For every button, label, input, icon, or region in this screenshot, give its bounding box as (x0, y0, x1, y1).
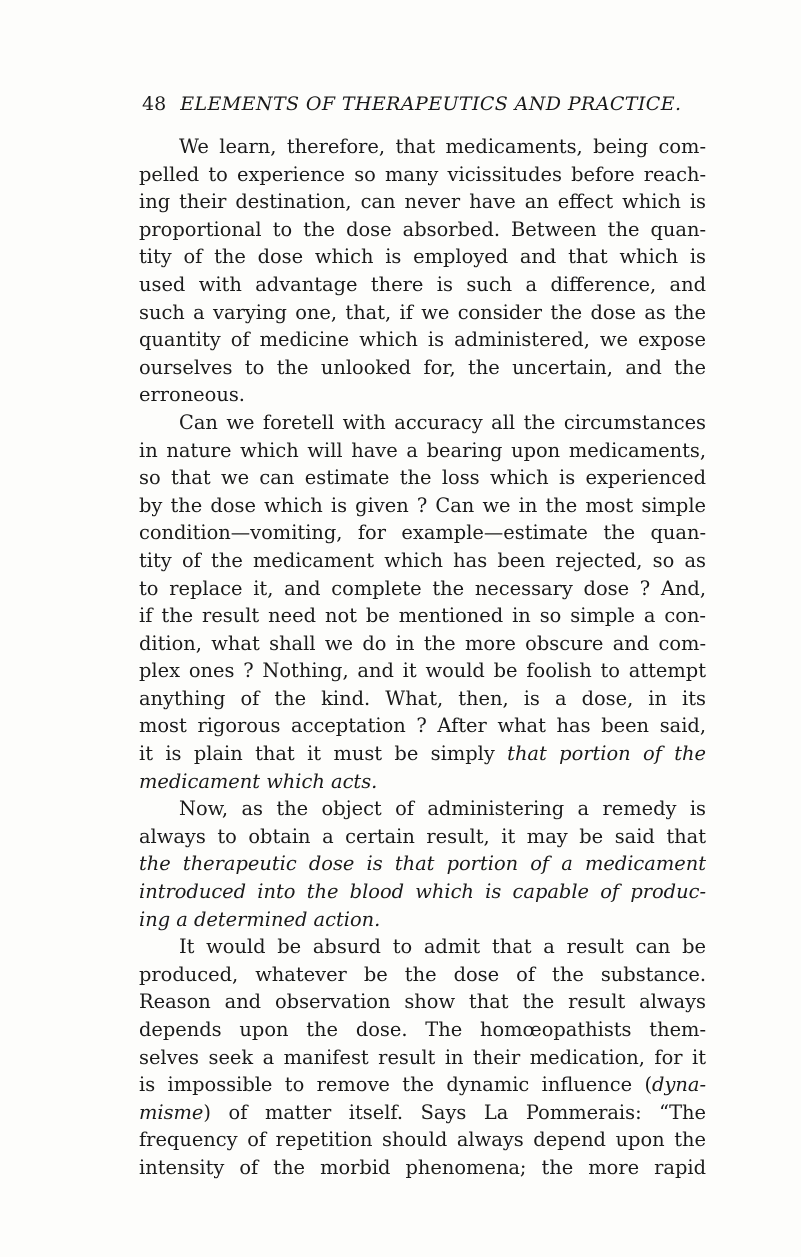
text-line (139, 961, 706, 989)
text-segment: proportional to the dose absorbed. Between the quan- (139, 217, 706, 241)
italic-text: dyna- (652, 1073, 706, 1097)
text-line (139, 492, 706, 520)
text-line (139, 768, 706, 796)
text-segment: dition, what shall we do in the more obscure and com- (139, 631, 706, 655)
text-segment: it is plain that it must be simply (139, 742, 508, 766)
text-line (139, 988, 706, 1016)
text-segment: is impossible to remove the dynamic influence ( (139, 1073, 653, 1097)
text-segment: tity of the dose which is employed and that which is (139, 245, 706, 269)
text-segment: by the dose which is given ? Can we in the most simple (139, 493, 706, 517)
text-segment: in nature which will have a bearing upon medicaments, (139, 438, 706, 462)
text-segment: anything of the kind. What, then, is a dose, in its (139, 686, 706, 710)
text-segment: quantity of medicine which is administered, we expose (139, 328, 706, 352)
text-line (139, 519, 706, 547)
text-line (139, 1154, 706, 1182)
text-segment: if the result need not be mentioned in so simple a con- (139, 604, 706, 628)
text-line (139, 271, 706, 299)
text-segment: Can we foretell with accuracy all the circumstances (179, 410, 706, 434)
page-number: 48 (142, 93, 167, 115)
text-segment: Now, as the object of administering a remedy is (179, 797, 706, 821)
text-line (139, 575, 706, 603)
text-line (139, 243, 706, 271)
text-segment: intensity of the morbid phenomena; the more rapid (139, 1155, 706, 1179)
text-line (139, 657, 706, 685)
text-line (139, 712, 706, 740)
text-segment: depends upon the dose. The homœopathists them- (139, 1018, 706, 1041)
text-segment: erroneous. (139, 383, 245, 407)
running-title: ELEMENTS OF THERAPEUTICS AND PRACTICE. (180, 93, 682, 115)
text-segment: tity of the medicament which has been rejected, so as (139, 548, 706, 572)
text-line (139, 602, 706, 630)
text-line (139, 381, 706, 409)
italic-text: ing a determined action. (139, 907, 381, 931)
italic-text: the therapeutic dose is that portion of a medicament (139, 852, 706, 876)
text-line (139, 133, 706, 161)
text-line (139, 630, 706, 658)
text-segment: used with advantage there is such a difference, and (139, 272, 706, 296)
text-line (139, 933, 706, 961)
text-line (139, 878, 706, 906)
text-line (139, 1044, 706, 1072)
text-line (139, 906, 706, 934)
text-segment: condition—vomiting, for example—estimate the quan- (139, 521, 706, 545)
text-segment: ) of matter itself. Says La Pommerais: “The (203, 1100, 706, 1124)
text-line (139, 354, 706, 382)
text-line (139, 437, 706, 465)
text-segment: produced, whatever be the dose of the substance. (139, 962, 706, 986)
text-line (139, 740, 706, 768)
text-segment: plex ones ? Nothing, and it would be foolish to attempt (139, 659, 706, 683)
text-line (139, 1016, 706, 1044)
text-line (139, 795, 706, 823)
italic-text: misme (139, 1100, 204, 1124)
text-segment: ing their destination, can never have an effect which is (139, 190, 706, 214)
text-line (139, 685, 706, 713)
text-line (139, 299, 706, 327)
text-line (139, 547, 706, 575)
text-line (139, 1071, 706, 1099)
body-text (139, 133, 706, 1182)
text-segment: always to obtain a certain result, it may be said that (139, 824, 706, 848)
text-line (139, 409, 706, 437)
text-segment: frequency of repetition should always depend upon the (139, 1128, 706, 1152)
text-segment: such a varying one, that, if we consider the dose as the (139, 300, 706, 324)
text-line (139, 161, 706, 189)
running-head (142, 92, 702, 122)
italic-text: introduced into the blood which is capable of produc- (139, 880, 706, 904)
italic-text: that portion of the (507, 742, 706, 766)
text-line (139, 464, 706, 492)
text-segment: We learn, therefore, that medicaments, being com- (179, 135, 706, 158)
text-segment: so that we can estimate the loss which is experienced (139, 466, 706, 490)
text-segment: Reason and observation show that the result always (139, 990, 706, 1014)
text-line (139, 216, 706, 244)
text-segment: ourselves to the unlooked for, the uncertain, and the (139, 355, 706, 379)
text-segment: pelled to experience so many vicissitudes before reach- (139, 162, 706, 186)
text-line (139, 1126, 706, 1154)
text-line (139, 823, 706, 851)
text-line (139, 850, 706, 878)
text-line (139, 1099, 706, 1127)
text-line (139, 326, 706, 354)
text-segment: selves seek a manifest result in their medication, for it (139, 1045, 706, 1069)
text-segment: to replace it, and complete the necessary dose ? And, (139, 576, 706, 600)
text-segment: It would be absurd to admit that a result can be (179, 935, 706, 959)
text-line (139, 188, 706, 216)
text-segment: most rigorous acceptation ? After what has been said, (139, 714, 706, 738)
italic-text: medicament which acts. (139, 769, 378, 793)
